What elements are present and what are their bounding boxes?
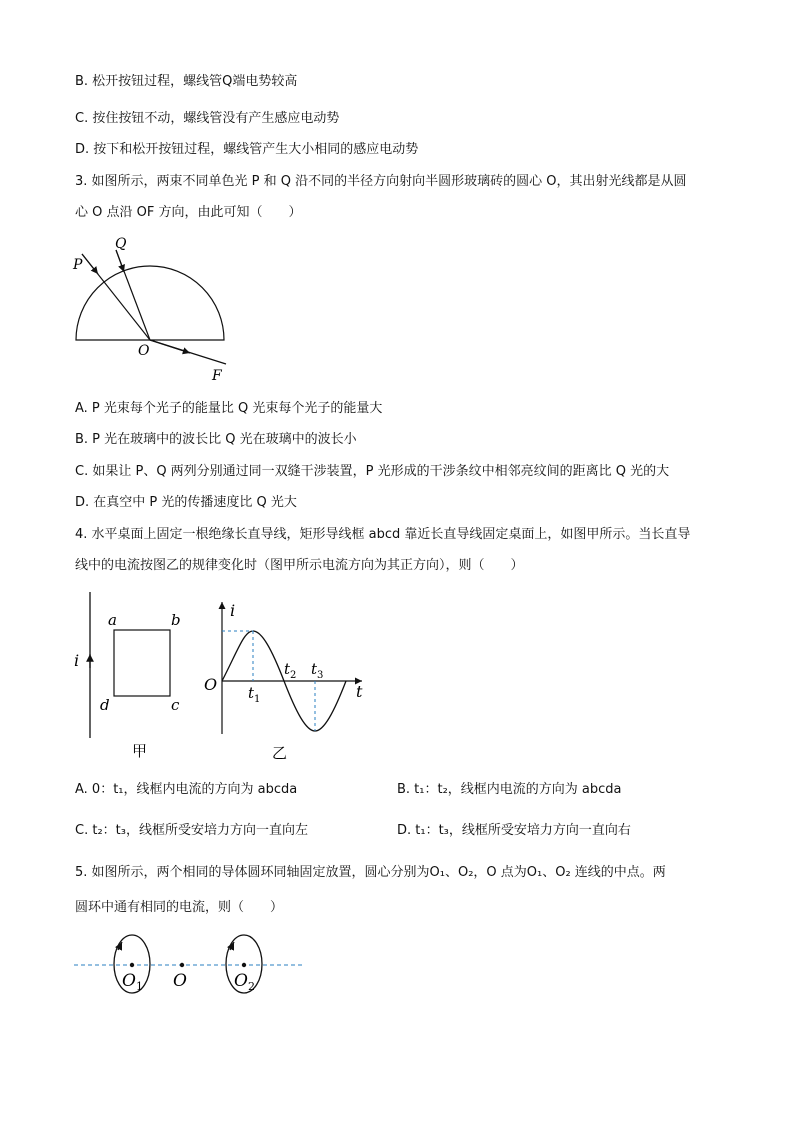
label-o2: $O_2$ <box>234 971 255 993</box>
q3-stem-line2: 心 O 点沿 OF 方向，由此可知（ ） <box>75 205 302 220</box>
label-b: b <box>171 611 181 629</box>
q2-option-b: B. 松开按钮过程，螺线管Q端电势较高 <box>75 74 298 89</box>
label-o: O <box>173 971 187 991</box>
q4-option-d: D. t₁：t₃，线框所受安培力方向一直向右 <box>397 823 631 838</box>
q3-stem-line1: 3. 如图所示，两束不同单色光 P 和 Q 沿不同的半径方向射向半圆形玻璃砖的圆心 O，其出射光线都是从圆 <box>75 174 687 189</box>
q4-option-c: C. t₂：t₃，线框所受安培力方向一直向左 <box>75 823 308 838</box>
label-d: d <box>100 696 110 714</box>
q5-stem-line2: 圆环中通有相同的电流，则（ ） <box>75 900 284 915</box>
center-o2 <box>242 963 246 967</box>
label-t2: $t_2$ <box>284 660 297 681</box>
q3-option-d: D. 在真空中 P 光的传播速度比 Q 光大 <box>75 495 297 510</box>
q4-option-b: B. t₁：t₂，线框内电流的方向为 abcda <box>397 782 622 797</box>
label-t-axis: t <box>356 682 363 701</box>
caption-yi: 乙 <box>272 744 288 762</box>
q5-rings-figure <box>70 928 310 1000</box>
q2-option-c: C. 按住按钮不动，螺线管没有产生感应电动势 <box>75 111 340 126</box>
label-i-axis: i <box>230 601 236 620</box>
label-p: P <box>73 257 83 273</box>
label-c: c <box>171 696 180 714</box>
label-t3: $t_3$ <box>311 660 324 681</box>
q4-figure-yi <box>198 594 378 769</box>
center-o1 <box>130 963 134 967</box>
q4-stem-line2: 线中的电流按图乙的规律变化时（图甲所示电流方向为其正方向），则（ ） <box>75 558 524 573</box>
q3-semicircle-figure <box>68 232 238 390</box>
rectangular-loop <box>114 630 170 696</box>
caption-jia: 甲 <box>132 742 148 760</box>
q4-figure-jia <box>68 588 198 768</box>
label-origin: O <box>204 675 218 694</box>
q4-option-a: A. 0：t₁，线框内电流的方向为 abcda <box>75 782 298 797</box>
semicircle-glass-brick <box>76 266 224 340</box>
label-i: i <box>74 651 80 670</box>
q3-option-b: B. P 光在玻璃中的波长比 Q 光在玻璃中的波长小 <box>75 432 357 447</box>
label-q: Q <box>115 236 127 252</box>
label-t1: $t_1$ <box>248 684 261 705</box>
label-f: F <box>212 368 222 384</box>
q3-option-c: C. 如果让 P、Q 两列分别通过同一双缝干涉装置，P 光形成的干涉条纹中相邻亮纹间的距离比 Q 光的大 <box>75 464 670 479</box>
midpoint-o <box>180 963 184 967</box>
label-o: O <box>138 343 150 359</box>
q3-option-a: A. P 光束每个光子的能量比 Q 光束每个光子的能量大 <box>75 401 383 416</box>
q2-option-d: D. 按下和松开按钮过程，螺线管产生大小相同的感应电动势 <box>75 142 419 157</box>
q5-stem-line1: 5. 如图所示，两个相同的导体圆环同轴固定放置，圆心分别为O₁、O₂，O 点为O₁、O₂ 连线的中点。两 <box>75 865 666 880</box>
q4-stem-line1: 4. 水平桌面上固定一根绝缘长直导线，矩形导线框 abcd 靠近长直导线固定桌面上，如图甲所示。当长直导 <box>75 527 691 542</box>
label-o1: $O_1$ <box>122 971 143 993</box>
label-a: a <box>108 611 117 629</box>
